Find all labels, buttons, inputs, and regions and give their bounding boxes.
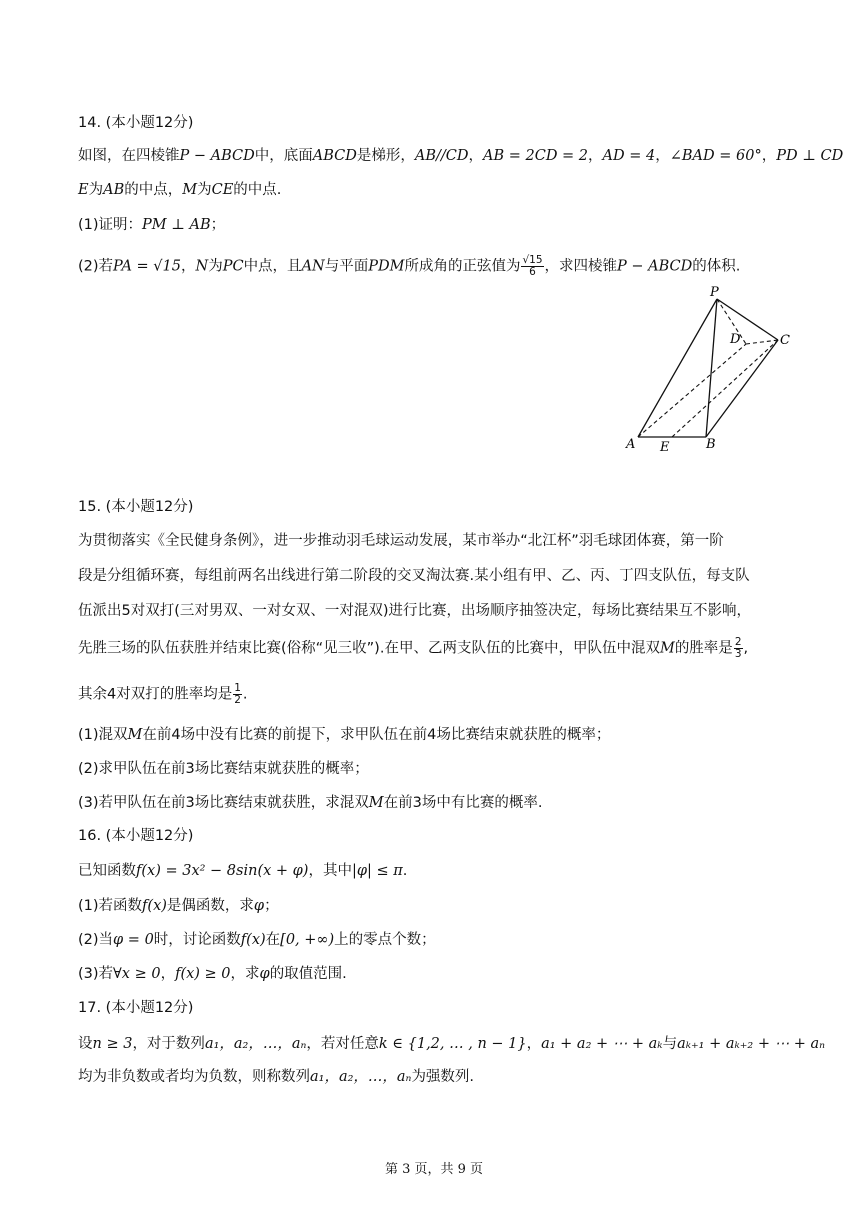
q14-part1: (1)证明：PM ⊥ AB； (78, 217, 226, 233)
edge-ad (638, 344, 746, 437)
edge-pb (706, 299, 717, 437)
q17-line1: 设n ≥ 3，对于数列a₁，a₂，…，aₙ，若对任意k ∈ {1,2, … , n − 1}，a₁ + a₂ + ⋯ + aₖ与aₖ₊₁ + aₖ₊₂ + ⋯ + aₙ (78, 1036, 825, 1052)
q16-sub2: (2)当φ = 0时，讨论函数f(x)在[0, +∞)上的零点个数； (78, 932, 436, 948)
label-b: B (706, 437, 716, 452)
q14-header: 14. (本小题12分) (78, 115, 194, 131)
q14-line2: E为AB的中点，M为CE的中点. (78, 182, 282, 198)
label-d: D (730, 332, 741, 347)
edge-ec (672, 340, 778, 437)
fraction-2-3: $\frac{2}{3}$ (734, 636, 742, 660)
fraction-sqrt15-over-6: $\frac{√15}{6}$ (522, 254, 543, 278)
q16-line1: 已知函数f(x) = 3x² − 8sin(x + φ)，其中|φ| ≤ π. (78, 863, 408, 879)
page-footer: 第 3 页，共 9 页 (384, 1162, 484, 1177)
q15-para-line5: 其余4对双打的胜率均是 $\frac{1}{2}$ . (78, 682, 248, 706)
q15-para-line1: 为贯彻落实《全民健身条例》，进一步推动羽毛球运动发展，某市举办“北江杯”羽毛球团体赛，第一阶 (78, 533, 724, 549)
edge-dc (746, 340, 778, 344)
fraction-1-2: $\frac{1}{2}$ (234, 682, 241, 706)
q16-header: 16. (本小题12分) (78, 828, 194, 844)
q14-line1: 如图，在四棱锥P − ABCD中，底面ABCD是梯形，AB//CD，AB = 2CD = 2，AD = 4，∠BAD = 60°，PD ⊥ CD (78, 148, 844, 164)
q16-sub1: (1)若函数f(x)是偶函数，求φ； (78, 898, 279, 914)
pyramid-figure (620, 285, 795, 457)
q15-sub1: (1)混双M在前4场中没有比赛的前提下，求甲队伍在前4场比赛结束就获胜的概率； (78, 727, 611, 743)
q15-para-line4: 先胜三场的队伍获胜并结束比赛(俗称“见三收”).在甲、乙两支队伍的比赛中，甲队伍中混双M的胜率是 $\frac{2}{3}$ , (78, 636, 749, 660)
q16-sub3: (3)若∀x ≥ 0，f(x) ≥ 0，求φ的取值范围. (78, 966, 347, 982)
label-c: C (780, 333, 790, 348)
q15-para-line2: 段是分组循环赛，每组前两名出线进行第二阶段的交叉淘汰赛.某小组有甲、乙、丙、丁四支队伍，每支队 (78, 568, 750, 584)
label-e: E (660, 440, 670, 455)
label-a: A (626, 437, 636, 452)
edge-pa (638, 299, 717, 437)
q17-line2: 均为非负数或者均为负数，则称数列a₁，a₂，…，aₙ为强数列. (78, 1069, 475, 1085)
q15-sub3: (3)若甲队伍在前3场比赛结束就获胜，求混双M在前3场中有比赛的概率. (78, 795, 543, 811)
q17-header: 17. (本小题12分) (78, 1000, 194, 1016)
q15-para-line3: 伍派出5对双打(三对男双、一对女双、一对混双)进行比赛，出场顺序抽签决定，每场比赛结果互不影响， (78, 603, 752, 619)
edge-pc (717, 299, 778, 340)
label-p: P (710, 285, 719, 300)
q15-header: 15. (本小题12分) (78, 499, 194, 515)
edge-bc (706, 340, 778, 437)
q15-sub2: (2)求甲队伍在前3场比赛结束就获胜的概率； (78, 761, 369, 777)
q14-part2: (2)若PA = √15，N为PC中点，且AN与平面PDM所成角的正弦值为 $\frac{√15}{6}$ ，求四棱锥P − ABCD的体积. (78, 254, 741, 278)
